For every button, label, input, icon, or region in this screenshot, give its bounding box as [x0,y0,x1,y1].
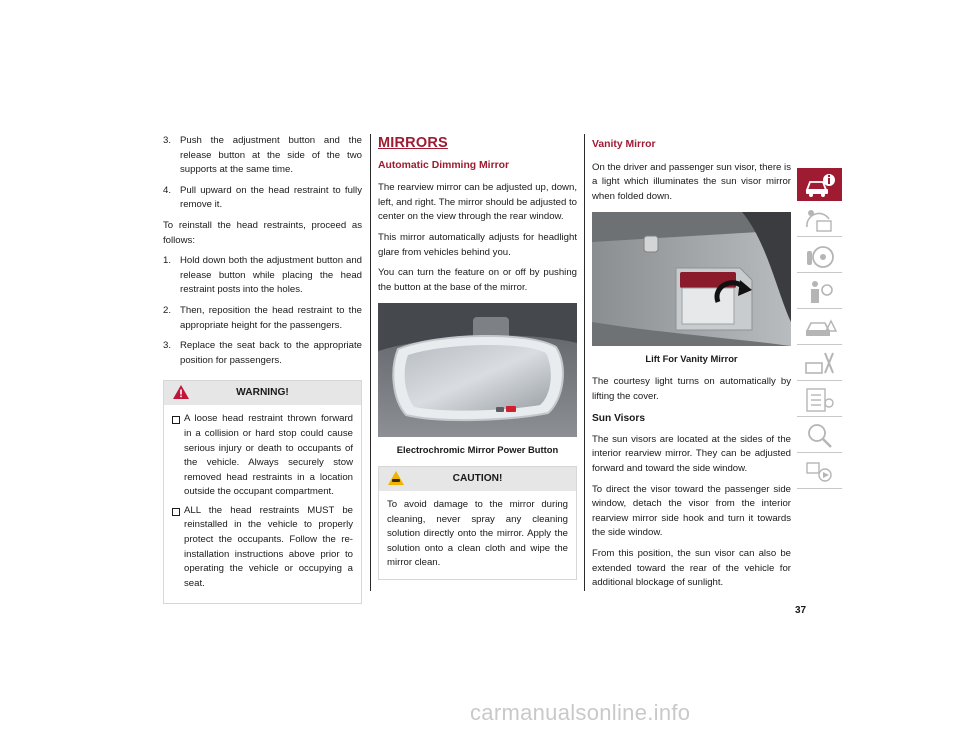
tab-dashboard[interactable] [797,203,842,237]
caution-header [379,467,576,491]
paragraph: The sun visors are located at the sides of the interior rearview mirror. They can be adjusted forward and toward the side window. [592,433,791,474]
caution-title: CAUTION! [452,472,503,484]
tab-service[interactable] [797,347,842,381]
car-breakdown-icon [803,313,837,343]
step-item: 1. Hold down both the adjustment button and release button while placing the head restraint posts into the holes. [163,255,362,296]
warning-item: A loose head restraint thrown forward in a collision or hard stop could cause serious injury or death to occupants of the vehicle. Always securely stow removed head restraints in a location outside the occupant compartment. [172,412,353,500]
subsection-title: Vanity Mirror [592,139,656,150]
watermark: carmanualsonline.info [470,700,691,725]
caution-text: To avoid damage to the mirror during cleaning, never spray any cleaning solution directly onto the mirror. Apply the solution onto a clean cloth and wipe the mirror clean. [387,498,568,569]
step-item: 4. Pull upward on the head restraint to fully remove it. [163,184,362,211]
caution-triangle-icon [387,470,405,486]
warning-header [164,381,361,405]
tab-specifications[interactable] [797,383,842,417]
removal-steps [163,134,362,213]
tab-index[interactable] [797,419,842,453]
paragraph: On the driver and passenger sun visor, there is a light which illuminates the sun visor mirror when folded down. [592,161,791,202]
list-specs-icon [803,385,837,415]
chapter-tabs [797,168,842,491]
warning-triangle-icon [172,384,190,400]
column-divider [370,134,371,591]
paragraph: The rearview mirror can be adjusted up, down, left, and right. The mirror should be adjusted to center on the view through the rear window. [378,182,577,223]
paragraph: This mirror automatically adjusts for headlight glare from vehicles behind you. [378,231,577,258]
warning-item: ALL the head restraints MUST be reinstalled in the vehicle to properly protect the occupants. Follow the re-installation instructions above prior to operating the vehicle or occupying a seat. [172,504,353,592]
page-number: 37 [795,605,807,616]
sun-visors-title: Sun Visors [592,413,646,425]
vanity-mirror-photo [592,212,791,346]
paragraph: To direct the visor toward the passenger side window, detach the visor from the interior rearview mirror side hook and turn it towards the side window. [592,483,791,539]
step-item: 3. Replace the seat back to the appropriate position for passengers. [163,340,362,366]
tab-steering[interactable] [797,239,842,273]
subsection-title: Automatic Dimming Mirror [378,159,510,171]
middle-column [378,134,577,580]
right-column [592,134,791,597]
wrench-tools-icon [803,349,837,379]
figure-caption: Lift For Vanity Mirror [645,353,738,365]
warning-title: WARNING! [236,387,289,399]
tab-car-info[interactable] [797,168,842,201]
paragraph: You can turn the feature on or off by pushing the button at the base of the mirror. [378,267,577,293]
magnifier-index-icon [803,421,837,451]
paragraph: From this position, the sun visor can also be extended toward the rear of the vehicle for additional blockage of sunlight. [592,547,791,589]
steering-wheel-icon [803,241,837,271]
step-item: 2. Then, reposition the head restraint to the appropriate height for the passengers. [163,304,362,331]
airbag-passenger-icon [803,277,837,307]
tab-safety[interactable] [797,275,842,309]
tab-multimedia[interactable] [797,455,842,489]
multimedia-icon [803,457,837,487]
step-item: 3. Push the adjustment button and the release button at the side of the two supports at the same time. [163,135,362,176]
tab-starting-driving[interactable] [797,311,842,345]
figure-caption: Electrochromic Mirror Power Button [396,444,559,456]
paragraph: The courtesy light turns on automatically by lifting the cover. [592,375,791,402]
reinstall-intro: To reinstall the head restraints, proceed as follows: [163,219,362,246]
reinstall-steps [163,254,362,368]
column-divider [584,134,585,591]
dashboard-warning-icon [803,205,837,235]
left-column [163,134,362,604]
rearview-mirror-photo [378,303,577,437]
car-info-icon [803,170,837,200]
section-title: MIRRORS [378,135,448,151]
caution-box [378,466,577,580]
warning-box [163,380,362,604]
